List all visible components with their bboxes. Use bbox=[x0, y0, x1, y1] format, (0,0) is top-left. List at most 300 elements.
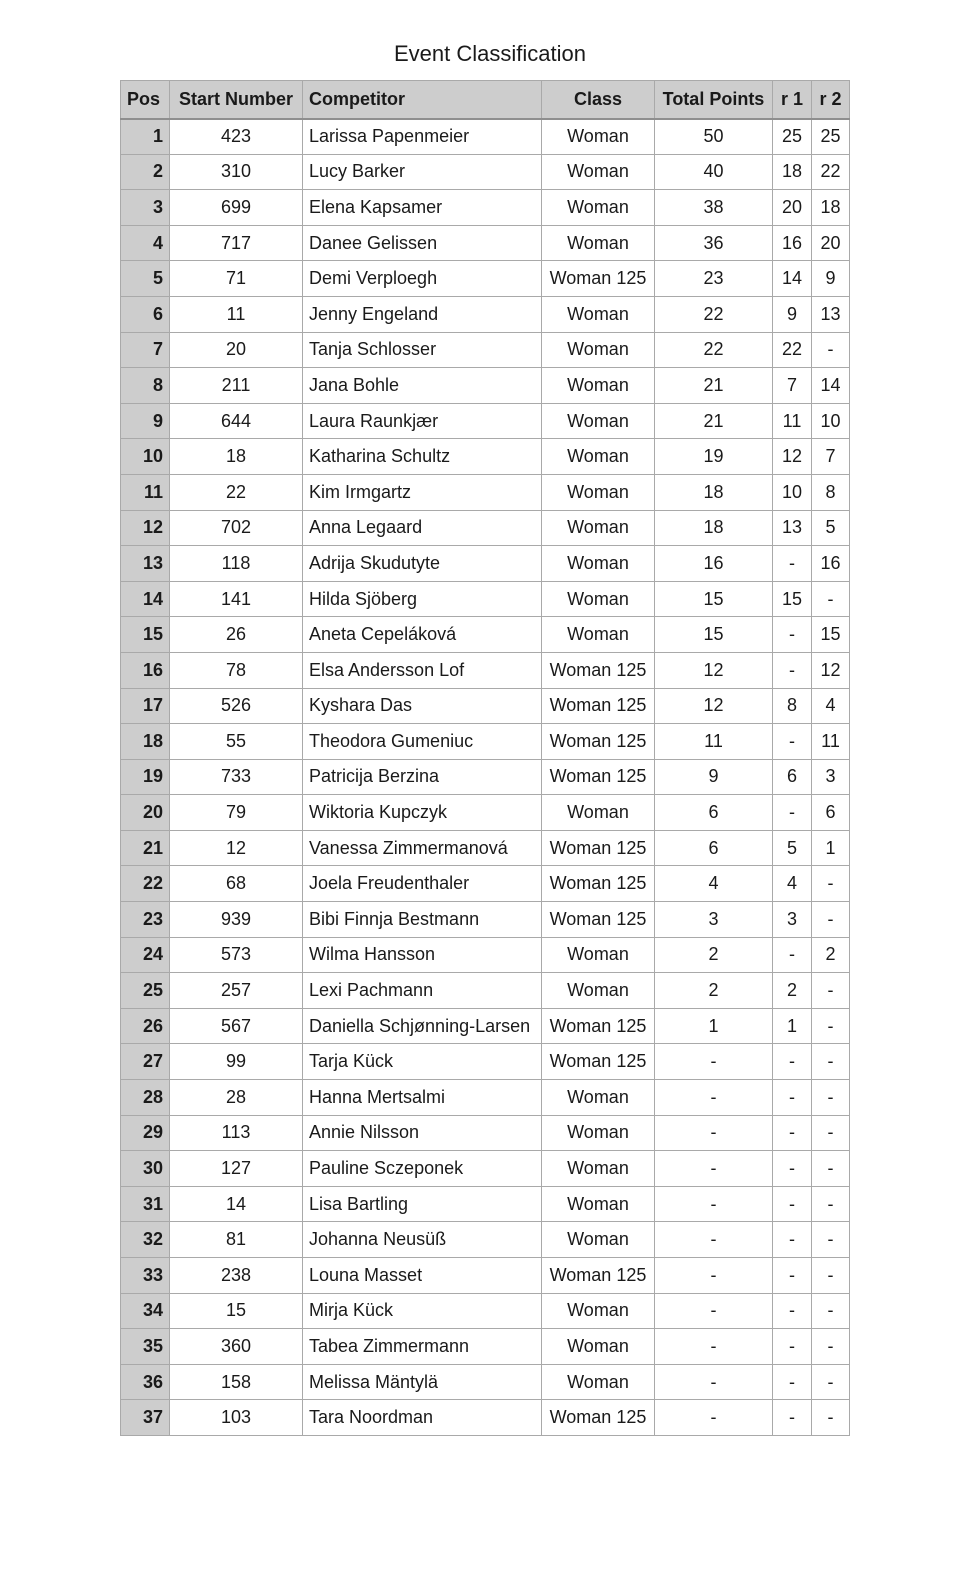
class-cell: Woman 125 bbox=[542, 261, 655, 297]
class-cell: Woman 125 bbox=[542, 830, 655, 866]
class-cell: Woman bbox=[542, 296, 655, 332]
pos-cell: 32 bbox=[121, 1222, 170, 1258]
table-row bbox=[121, 1008, 850, 1044]
competitor-cell: Mirja Kück bbox=[303, 1293, 542, 1329]
r1-cell: - bbox=[773, 1044, 812, 1080]
r1-cell: 9 bbox=[773, 296, 812, 332]
start-number-cell: 733 bbox=[170, 759, 303, 795]
table-row bbox=[121, 154, 850, 190]
r1-cell: 13 bbox=[773, 510, 812, 546]
total-points-cell: 16 bbox=[655, 546, 773, 582]
total-points-cell: - bbox=[655, 1258, 773, 1294]
start-number-cell: 81 bbox=[170, 1222, 303, 1258]
competitor-cell: Annie Nilsson bbox=[303, 1115, 542, 1151]
total-points-cell: 2 bbox=[655, 937, 773, 973]
pos-cell: 17 bbox=[121, 688, 170, 724]
class-cell: Woman 125 bbox=[542, 652, 655, 688]
class-cell: Woman bbox=[542, 368, 655, 404]
r1-cell: 5 bbox=[773, 830, 812, 866]
total-points-cell: 40 bbox=[655, 154, 773, 190]
r2-cell: 11 bbox=[812, 724, 850, 760]
total-points-cell: 36 bbox=[655, 225, 773, 261]
r2-cell: - bbox=[812, 1080, 850, 1116]
class-cell: Woman bbox=[542, 1293, 655, 1329]
r2-cell: - bbox=[812, 1186, 850, 1222]
table-row bbox=[121, 332, 850, 368]
class-cell: Woman bbox=[542, 795, 655, 831]
r1-cell: - bbox=[773, 1400, 812, 1436]
competitor-cell: Anna Legaard bbox=[303, 510, 542, 546]
competitor-cell: Joela Freudenthaler bbox=[303, 866, 542, 902]
table-row bbox=[121, 1400, 850, 1436]
class-cell: Woman bbox=[542, 1115, 655, 1151]
r1-cell: - bbox=[773, 724, 812, 760]
class-cell: Woman bbox=[542, 332, 655, 368]
r2-cell: - bbox=[812, 1364, 850, 1400]
r1-cell: - bbox=[773, 1258, 812, 1294]
pos-cell: 22 bbox=[121, 866, 170, 902]
r1-cell: 16 bbox=[773, 225, 812, 261]
class-cell: Woman 125 bbox=[542, 866, 655, 902]
total-points-cell: 4 bbox=[655, 866, 773, 902]
table-row bbox=[121, 119, 850, 155]
start-number-cell: 28 bbox=[170, 1080, 303, 1116]
competitor-cell: Tabea Zimmermann bbox=[303, 1329, 542, 1365]
class-cell: Woman 125 bbox=[542, 759, 655, 795]
pos-cell: 9 bbox=[121, 403, 170, 439]
class-cell: Woman 125 bbox=[542, 724, 655, 760]
table-row bbox=[121, 1044, 850, 1080]
r2-cell: - bbox=[812, 866, 850, 902]
r2-cell: 3 bbox=[812, 759, 850, 795]
class-cell: Woman 125 bbox=[542, 1008, 655, 1044]
pos-cell: 15 bbox=[121, 617, 170, 653]
r1-cell: - bbox=[773, 652, 812, 688]
start-number-cell: 11 bbox=[170, 296, 303, 332]
competitor-cell: Lucy Barker bbox=[303, 154, 542, 190]
r2-cell: 16 bbox=[812, 546, 850, 582]
competitor-cell: Aneta Cepeláková bbox=[303, 617, 542, 653]
competitor-cell: Wiktoria Kupczyk bbox=[303, 795, 542, 831]
r1-cell: 4 bbox=[773, 866, 812, 902]
class-cell: Woman 125 bbox=[542, 1400, 655, 1436]
table-row bbox=[121, 474, 850, 510]
pos-cell: 10 bbox=[121, 439, 170, 475]
total-points-cell: 6 bbox=[655, 795, 773, 831]
total-points-cell: 15 bbox=[655, 581, 773, 617]
r1-cell: 18 bbox=[773, 154, 812, 190]
table-row bbox=[121, 225, 850, 261]
total-points-cell: 21 bbox=[655, 368, 773, 404]
r1-cell: 25 bbox=[773, 119, 812, 155]
class-cell: Woman 125 bbox=[542, 902, 655, 938]
start-number-cell: 26 bbox=[170, 617, 303, 653]
competitor-cell: Bibi Finnja Bestmann bbox=[303, 902, 542, 938]
competitor-cell: Wilma Hansson bbox=[303, 937, 542, 973]
r2-cell: 2 bbox=[812, 937, 850, 973]
r2-cell: 25 bbox=[812, 119, 850, 155]
total-points-cell: 9 bbox=[655, 759, 773, 795]
pos-cell: 34 bbox=[121, 1293, 170, 1329]
class-cell: Woman bbox=[542, 119, 655, 155]
competitor-cell: Johanna Neusüß bbox=[303, 1222, 542, 1258]
r2-cell: - bbox=[812, 332, 850, 368]
total-points-cell: 18 bbox=[655, 510, 773, 546]
table-row bbox=[121, 1151, 850, 1187]
total-points-cell: 21 bbox=[655, 403, 773, 439]
start-number-cell: 14 bbox=[170, 1186, 303, 1222]
competitor-cell: Vanessa Zimmermanová bbox=[303, 830, 542, 866]
pos-cell: 3 bbox=[121, 190, 170, 226]
pos-cell: 18 bbox=[121, 724, 170, 760]
start-number-cell: 238 bbox=[170, 1258, 303, 1294]
r1-cell: - bbox=[773, 1080, 812, 1116]
r1-cell: 8 bbox=[773, 688, 812, 724]
class-cell: Woman bbox=[542, 403, 655, 439]
r2-cell: 22 bbox=[812, 154, 850, 190]
start-number-cell: 118 bbox=[170, 546, 303, 582]
classification-table bbox=[120, 80, 850, 1436]
table-row bbox=[121, 724, 850, 760]
table-body bbox=[121, 119, 850, 1436]
table-row bbox=[121, 510, 850, 546]
start-number-cell: 702 bbox=[170, 510, 303, 546]
total-points-cell: - bbox=[655, 1080, 773, 1116]
table-row bbox=[121, 1293, 850, 1329]
total-points-cell: - bbox=[655, 1364, 773, 1400]
total-points-cell: 11 bbox=[655, 724, 773, 760]
start-number-cell: 257 bbox=[170, 973, 303, 1009]
start-number-cell: 55 bbox=[170, 724, 303, 760]
table-row bbox=[121, 368, 850, 404]
r1-cell: 22 bbox=[773, 332, 812, 368]
table-row bbox=[121, 261, 850, 297]
start-number-cell: 717 bbox=[170, 225, 303, 261]
r2-cell: - bbox=[812, 1258, 850, 1294]
r1-cell: 1 bbox=[773, 1008, 812, 1044]
table-row bbox=[121, 1364, 850, 1400]
start-number-cell: 20 bbox=[170, 332, 303, 368]
pos-cell: 13 bbox=[121, 546, 170, 582]
competitor-cell: Demi Verploegh bbox=[303, 261, 542, 297]
table-row bbox=[121, 546, 850, 582]
total-points-cell: - bbox=[655, 1400, 773, 1436]
start-number-cell: 78 bbox=[170, 652, 303, 688]
table-row bbox=[121, 937, 850, 973]
start-number-cell: 567 bbox=[170, 1008, 303, 1044]
pos-cell: 6 bbox=[121, 296, 170, 332]
total-points-cell: - bbox=[655, 1186, 773, 1222]
class-cell: Woman bbox=[542, 1186, 655, 1222]
pos-cell: 16 bbox=[121, 652, 170, 688]
start-number-cell: 211 bbox=[170, 368, 303, 404]
r2-cell: - bbox=[812, 581, 850, 617]
r1-cell: - bbox=[773, 795, 812, 831]
competitor-cell: Theodora Gumeniuc bbox=[303, 724, 542, 760]
pos-cell: 28 bbox=[121, 1080, 170, 1116]
table-row bbox=[121, 190, 850, 226]
total-points-cell: 3 bbox=[655, 902, 773, 938]
pos-cell: 20 bbox=[121, 795, 170, 831]
class-cell: Woman 125 bbox=[542, 1258, 655, 1294]
pos-cell: 11 bbox=[121, 474, 170, 510]
pos-cell: 36 bbox=[121, 1364, 170, 1400]
competitor-cell: Elena Kapsamer bbox=[303, 190, 542, 226]
pos-cell: 21 bbox=[121, 830, 170, 866]
r1-cell: - bbox=[773, 1151, 812, 1187]
r2-cell: 4 bbox=[812, 688, 850, 724]
r2-cell: - bbox=[812, 1400, 850, 1436]
r1-cell: - bbox=[773, 1222, 812, 1258]
pos-cell: 19 bbox=[121, 759, 170, 795]
r1-cell: 6 bbox=[773, 759, 812, 795]
class-cell: Woman bbox=[542, 474, 655, 510]
table-row bbox=[121, 581, 850, 617]
r2-cell: 9 bbox=[812, 261, 850, 297]
pos-cell: 12 bbox=[121, 510, 170, 546]
table-row bbox=[121, 1258, 850, 1294]
start-number-cell: 360 bbox=[170, 1329, 303, 1365]
competitor-cell: Hilda Sjöberg bbox=[303, 581, 542, 617]
r1-cell: - bbox=[773, 1329, 812, 1365]
total-points-cell: 6 bbox=[655, 830, 773, 866]
start-number-cell: 127 bbox=[170, 1151, 303, 1187]
total-points-cell: 50 bbox=[655, 119, 773, 155]
start-number-cell: 15 bbox=[170, 1293, 303, 1329]
pos-cell: 23 bbox=[121, 902, 170, 938]
table-row bbox=[121, 439, 850, 475]
table-header bbox=[121, 81, 850, 119]
pos-cell: 14 bbox=[121, 581, 170, 617]
class-cell: Woman bbox=[542, 546, 655, 582]
total-points-cell: 38 bbox=[655, 190, 773, 226]
column-header-class: Class bbox=[542, 81, 655, 119]
competitor-cell: Louna Masset bbox=[303, 1258, 542, 1294]
competitor-cell: Jana Bohle bbox=[303, 368, 542, 404]
r2-cell: - bbox=[812, 973, 850, 1009]
r1-cell: 15 bbox=[773, 581, 812, 617]
table-row bbox=[121, 1080, 850, 1116]
start-number-cell: 103 bbox=[170, 1400, 303, 1436]
table-row bbox=[121, 866, 850, 902]
r2-cell: 5 bbox=[812, 510, 850, 546]
table-row bbox=[121, 973, 850, 1009]
r2-cell: - bbox=[812, 1044, 850, 1080]
r1-cell: 11 bbox=[773, 403, 812, 439]
table-row bbox=[121, 403, 850, 439]
column-header-pos: Pos bbox=[121, 81, 170, 119]
start-number-cell: 310 bbox=[170, 154, 303, 190]
r1-cell: 7 bbox=[773, 368, 812, 404]
total-points-cell: 22 bbox=[655, 296, 773, 332]
competitor-cell: Tarja Kück bbox=[303, 1044, 542, 1080]
table-row bbox=[121, 688, 850, 724]
competitor-cell: Jenny Engeland bbox=[303, 296, 542, 332]
pos-cell: 30 bbox=[121, 1151, 170, 1187]
r1-cell: - bbox=[773, 1115, 812, 1151]
total-points-cell: 2 bbox=[655, 973, 773, 1009]
pos-cell: 1 bbox=[121, 119, 170, 155]
competitor-cell: Hanna Mertsalmi bbox=[303, 1080, 542, 1116]
class-cell: Woman bbox=[542, 1364, 655, 1400]
start-number-cell: 71 bbox=[170, 261, 303, 297]
class-cell: Woman bbox=[542, 1080, 655, 1116]
class-cell: Woman bbox=[542, 581, 655, 617]
pos-cell: 7 bbox=[121, 332, 170, 368]
start-number-cell: 22 bbox=[170, 474, 303, 510]
start-number-cell: 113 bbox=[170, 1115, 303, 1151]
start-number-cell: 79 bbox=[170, 795, 303, 831]
r2-cell: - bbox=[812, 1008, 850, 1044]
r2-cell: - bbox=[812, 902, 850, 938]
start-number-cell: 68 bbox=[170, 866, 303, 902]
r1-cell: 12 bbox=[773, 439, 812, 475]
class-cell: Woman bbox=[542, 190, 655, 226]
competitor-cell: Kim Irmgartz bbox=[303, 474, 542, 510]
table-row bbox=[121, 652, 850, 688]
r2-cell: - bbox=[812, 1151, 850, 1187]
competitor-cell: Larissa Papenmeier bbox=[303, 119, 542, 155]
r2-cell: - bbox=[812, 1293, 850, 1329]
pos-cell: 5 bbox=[121, 261, 170, 297]
r1-cell: 20 bbox=[773, 190, 812, 226]
class-cell: Woman bbox=[542, 439, 655, 475]
r1-cell: 14 bbox=[773, 261, 812, 297]
total-points-cell: 22 bbox=[655, 332, 773, 368]
total-points-cell: 18 bbox=[655, 474, 773, 510]
header-row bbox=[121, 81, 850, 119]
pos-cell: 26 bbox=[121, 1008, 170, 1044]
pos-cell: 27 bbox=[121, 1044, 170, 1080]
pos-cell: 8 bbox=[121, 368, 170, 404]
table-row bbox=[121, 1115, 850, 1151]
class-cell: Woman bbox=[542, 973, 655, 1009]
competitor-cell: Patricija Berzina bbox=[303, 759, 542, 795]
r2-cell: 20 bbox=[812, 225, 850, 261]
column-header-r1: r 1 bbox=[773, 81, 812, 119]
r1-cell: - bbox=[773, 937, 812, 973]
r2-cell: - bbox=[812, 1115, 850, 1151]
competitor-cell: Tara Noordman bbox=[303, 1400, 542, 1436]
start-number-cell: 12 bbox=[170, 830, 303, 866]
total-points-cell: - bbox=[655, 1222, 773, 1258]
pos-cell: 31 bbox=[121, 1186, 170, 1222]
class-cell: Woman bbox=[542, 937, 655, 973]
competitor-cell: Daniella Schjønning-Larsen bbox=[303, 1008, 542, 1044]
r1-cell: - bbox=[773, 1364, 812, 1400]
r1-cell: 2 bbox=[773, 973, 812, 1009]
competitor-cell: Kyshara Das bbox=[303, 688, 542, 724]
r2-cell: 18 bbox=[812, 190, 850, 226]
pos-cell: 25 bbox=[121, 973, 170, 1009]
class-cell: Woman 125 bbox=[542, 688, 655, 724]
r2-cell: 8 bbox=[812, 474, 850, 510]
start-number-cell: 141 bbox=[170, 581, 303, 617]
r2-cell: 6 bbox=[812, 795, 850, 831]
class-cell: Woman bbox=[542, 225, 655, 261]
competitor-cell: Elsa Andersson Lof bbox=[303, 652, 542, 688]
pos-cell: 24 bbox=[121, 937, 170, 973]
r1-cell: - bbox=[773, 546, 812, 582]
start-number-cell: 158 bbox=[170, 1364, 303, 1400]
r2-cell: 14 bbox=[812, 368, 850, 404]
r2-cell: 1 bbox=[812, 830, 850, 866]
total-points-cell: 15 bbox=[655, 617, 773, 653]
table-row bbox=[121, 1329, 850, 1365]
total-points-cell: - bbox=[655, 1329, 773, 1365]
r2-cell: 7 bbox=[812, 439, 850, 475]
r2-cell: 12 bbox=[812, 652, 850, 688]
competitor-cell: Pauline Sczeponek bbox=[303, 1151, 542, 1187]
competitor-cell: Adrija Skudutyte bbox=[303, 546, 542, 582]
competitor-cell: Katharina Schultz bbox=[303, 439, 542, 475]
total-points-cell: 1 bbox=[655, 1008, 773, 1044]
column-header-total-points: Total Points bbox=[655, 81, 773, 119]
r2-cell: 15 bbox=[812, 617, 850, 653]
r1-cell: - bbox=[773, 1293, 812, 1329]
start-number-cell: 18 bbox=[170, 439, 303, 475]
pos-cell: 35 bbox=[121, 1329, 170, 1365]
table-row bbox=[121, 1186, 850, 1222]
total-points-cell: - bbox=[655, 1115, 773, 1151]
start-number-cell: 644 bbox=[170, 403, 303, 439]
table-row bbox=[121, 759, 850, 795]
class-cell: Woman bbox=[542, 1222, 655, 1258]
start-number-cell: 423 bbox=[170, 119, 303, 155]
r1-cell: - bbox=[773, 617, 812, 653]
class-cell: Woman bbox=[542, 510, 655, 546]
total-points-cell: 23 bbox=[655, 261, 773, 297]
page-title: Event Classification bbox=[394, 41, 586, 66]
total-points-cell: - bbox=[655, 1044, 773, 1080]
pos-cell: 37 bbox=[121, 1400, 170, 1436]
column-header-competitor: Competitor bbox=[303, 81, 542, 119]
class-cell: Woman bbox=[542, 1329, 655, 1365]
start-number-cell: 939 bbox=[170, 902, 303, 938]
table-row bbox=[121, 830, 850, 866]
total-points-cell: - bbox=[655, 1293, 773, 1329]
pos-cell: 29 bbox=[121, 1115, 170, 1151]
pos-cell: 2 bbox=[121, 154, 170, 190]
r2-cell: 13 bbox=[812, 296, 850, 332]
class-cell: Woman bbox=[542, 1151, 655, 1187]
start-number-cell: 99 bbox=[170, 1044, 303, 1080]
table-row bbox=[121, 617, 850, 653]
table-row bbox=[121, 1222, 850, 1258]
r2-cell: - bbox=[812, 1222, 850, 1258]
start-number-cell: 573 bbox=[170, 937, 303, 973]
column-header-start-number: Start Number bbox=[170, 81, 303, 119]
pos-cell: 33 bbox=[121, 1258, 170, 1294]
r2-cell: - bbox=[812, 1329, 850, 1365]
competitor-cell: Melissa Mäntylä bbox=[303, 1364, 542, 1400]
total-points-cell: 19 bbox=[655, 439, 773, 475]
competitor-cell: Danee Gelissen bbox=[303, 225, 542, 261]
pos-cell: 4 bbox=[121, 225, 170, 261]
r1-cell: 3 bbox=[773, 902, 812, 938]
competitor-cell: Laura Raunkjær bbox=[303, 403, 542, 439]
competitor-cell: Lexi Pachmann bbox=[303, 973, 542, 1009]
competitor-cell: Tanja Schlosser bbox=[303, 332, 542, 368]
table-row bbox=[121, 902, 850, 938]
start-number-cell: 699 bbox=[170, 190, 303, 226]
total-points-cell: 12 bbox=[655, 688, 773, 724]
total-points-cell: - bbox=[655, 1151, 773, 1187]
start-number-cell: 526 bbox=[170, 688, 303, 724]
competitor-cell: Lisa Bartling bbox=[303, 1186, 542, 1222]
r2-cell: 10 bbox=[812, 403, 850, 439]
column-header-r2: r 2 bbox=[812, 81, 850, 119]
